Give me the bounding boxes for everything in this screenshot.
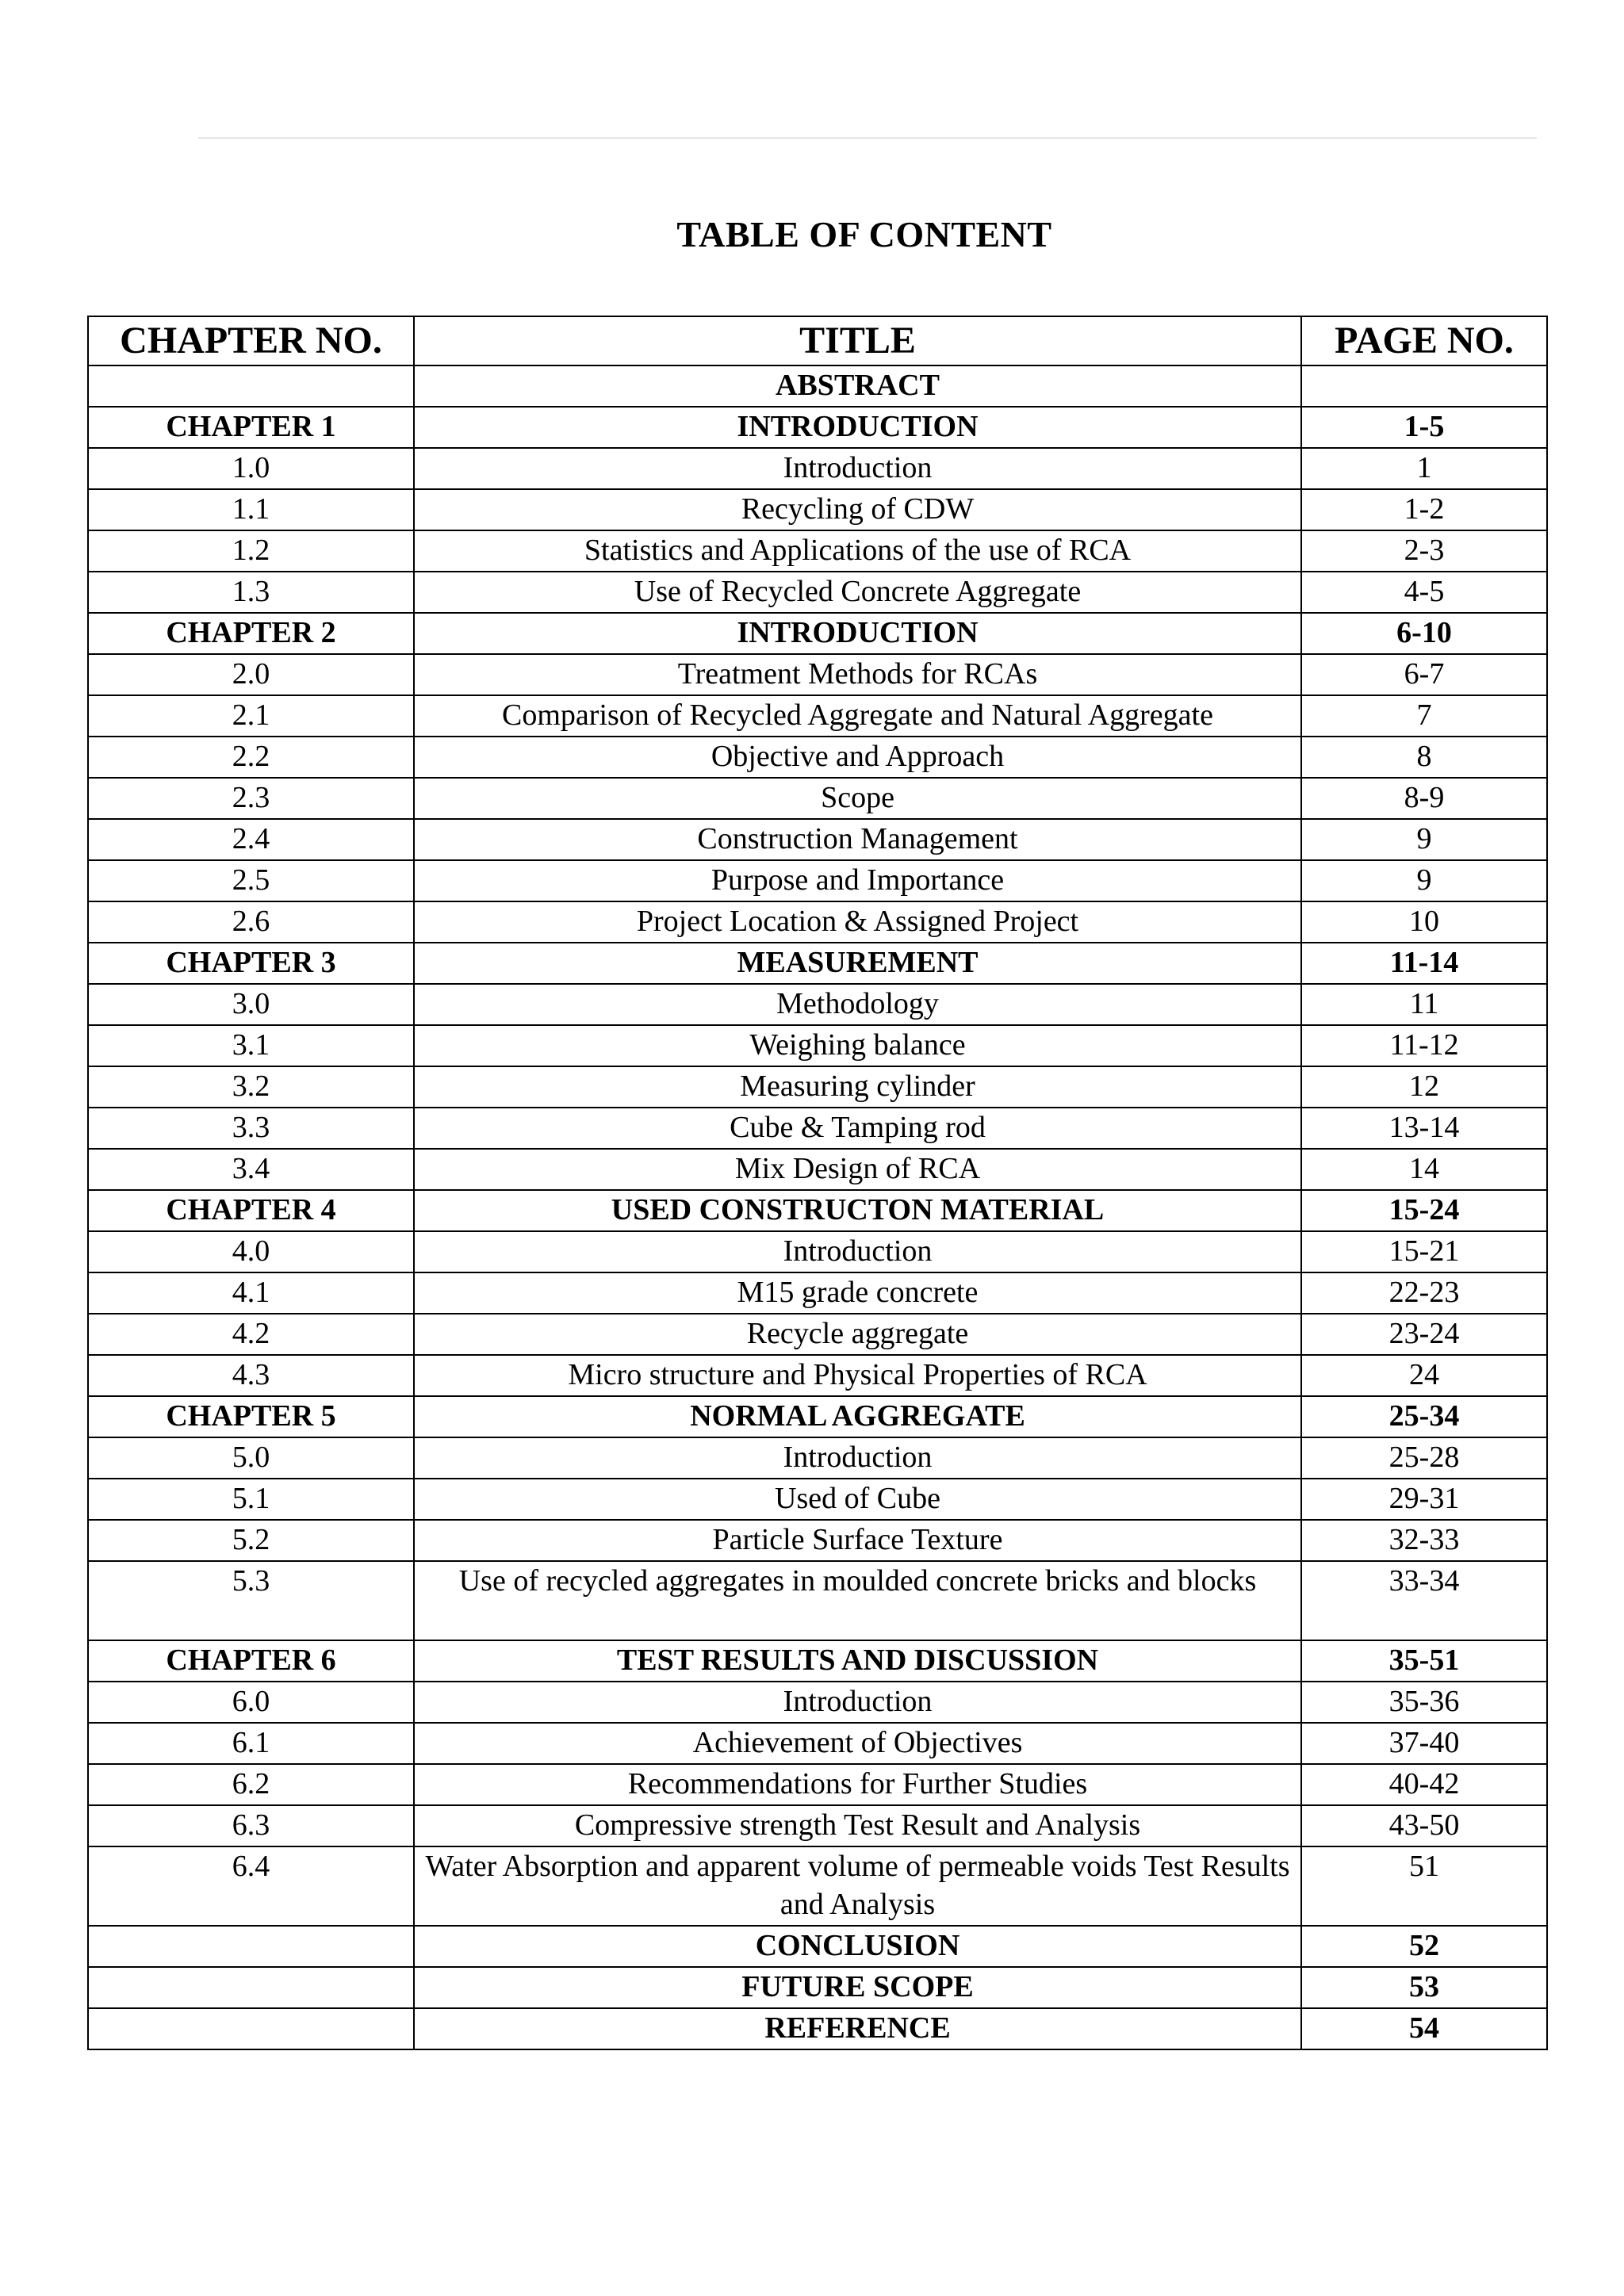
title-cell: Use of Recycled Concrete Aggregate [414, 572, 1301, 613]
table-row [88, 1231, 1547, 1272]
page-no-cell [1301, 365, 1547, 407]
header-page-no: PAGE NO. [1301, 316, 1547, 365]
table-row [88, 943, 1547, 984]
chapter-no-cell: CHAPTER 3 [88, 943, 414, 984]
title-cell: INTRODUCTION [414, 407, 1301, 448]
table-row [88, 1723, 1547, 1764]
table-row [88, 1967, 1547, 2008]
title-cell: Construction Management [414, 819, 1301, 860]
table-row [88, 572, 1547, 613]
table-row [88, 1520, 1547, 1561]
chapter-no-cell [88, 1967, 414, 2008]
chapter-no-cell: 1.2 [88, 530, 414, 572]
title-cell: Treatment Methods for RCAs [414, 654, 1301, 695]
table-row [88, 1066, 1547, 1108]
chapter-no-cell: 6.1 [88, 1723, 414, 1764]
table-row [88, 1314, 1547, 1355]
page-no-cell: 33-34 [1301, 1561, 1547, 1640]
title-cell: Cube & Tamping rod [414, 1108, 1301, 1149]
title-cell: Mix Design of RCA [414, 1149, 1301, 1190]
page-top-rule [198, 137, 1537, 139]
table-row [88, 1025, 1547, 1066]
chapter-no-cell: 2.3 [88, 778, 414, 819]
chapter-no-cell: CHAPTER 1 [88, 407, 414, 448]
chapter-no-cell [88, 1926, 414, 1967]
chapter-no-cell: 2.1 [88, 695, 414, 737]
page-no-cell: 53 [1301, 1967, 1547, 2008]
chapter-no-cell [88, 2008, 414, 2049]
title-cell: Project Location & Assigned Project [414, 901, 1301, 943]
page-no-cell: 1 [1301, 448, 1547, 489]
title-cell: Recycle aggregate [414, 1314, 1301, 1355]
chapter-no-cell: 2.5 [88, 860, 414, 901]
chapter-no-cell: 5.2 [88, 1520, 414, 1561]
chapter-no-cell: 2.2 [88, 737, 414, 778]
title-cell: Methodology [414, 984, 1301, 1025]
table-row [88, 1190, 1547, 1231]
chapter-no-cell: 5.1 [88, 1479, 414, 1520]
table-row [88, 489, 1547, 530]
chapter-no-cell: 2.0 [88, 654, 414, 695]
table-row [88, 1355, 1547, 1396]
table-row [88, 1272, 1547, 1314]
title-cell: TEST RESULTS AND DISCUSSION [414, 1640, 1301, 1682]
title-cell: Scope [414, 778, 1301, 819]
table-row [88, 1479, 1547, 1520]
title-cell: Weighing balance [414, 1025, 1301, 1066]
table-of-contents [87, 316, 1548, 2050]
title-cell: REFERENCE [414, 2008, 1301, 2049]
chapter-no-cell: CHAPTER 2 [88, 613, 414, 654]
chapter-no-cell: 2.6 [88, 901, 414, 943]
page-no-cell: 2-3 [1301, 530, 1547, 572]
page-no-cell: 11 [1301, 984, 1547, 1025]
page-no-cell: 29-31 [1301, 1479, 1547, 1520]
title-cell: Recommendations for Further Studies [414, 1764, 1301, 1805]
table-row [88, 654, 1547, 695]
table-row [88, 2008, 1547, 2049]
title-cell: M15 grade concrete [414, 1272, 1301, 1314]
page-no-cell: 13-14 [1301, 1108, 1547, 1149]
table-row [88, 1149, 1547, 1190]
chapter-no-cell: 2.4 [88, 819, 414, 860]
chapter-no-cell: 3.1 [88, 1025, 414, 1066]
title-cell: Compressive strength Test Result and Analysis [414, 1805, 1301, 1846]
page-no-cell: 7 [1301, 695, 1547, 737]
chapter-no-cell: 1.0 [88, 448, 414, 489]
page-no-cell: 22-23 [1301, 1272, 1547, 1314]
page-no-cell: 24 [1301, 1355, 1547, 1396]
chapter-no-cell: 6.2 [88, 1764, 414, 1805]
page-no-cell: 35-51 [1301, 1640, 1547, 1682]
page-no-cell: 54 [1301, 2008, 1547, 2049]
chapter-no-cell: 4.0 [88, 1231, 414, 1272]
title-cell: ABSTRACT [414, 365, 1301, 407]
page-no-cell: 1-5 [1301, 407, 1547, 448]
table-row [88, 1561, 1547, 1640]
chapter-no-cell: CHAPTER 6 [88, 1640, 414, 1682]
table-row [88, 1764, 1547, 1805]
title-cell: Micro structure and Physical Properties of RCA [414, 1355, 1301, 1396]
page-no-cell: 51 [1301, 1846, 1547, 1926]
chapter-no-cell [88, 365, 414, 407]
chapter-no-cell: 3.3 [88, 1108, 414, 1149]
table-row [88, 984, 1547, 1025]
table-row [88, 365, 1547, 407]
title-cell: CONCLUSION [414, 1926, 1301, 1967]
table-row [88, 1437, 1547, 1479]
page-no-cell: 23-24 [1301, 1314, 1547, 1355]
page-no-cell: 15-21 [1301, 1231, 1547, 1272]
chapter-no-cell: CHAPTER 4 [88, 1190, 414, 1231]
page-no-cell: 1-2 [1301, 489, 1547, 530]
chapter-no-cell: 4.3 [88, 1355, 414, 1396]
title-cell: Introduction [414, 448, 1301, 489]
table-row [88, 448, 1547, 489]
chapter-no-cell: 3.2 [88, 1066, 414, 1108]
header-row [88, 316, 1547, 365]
title-cell: Use of recycled aggregates in moulded concrete bricks and blocks [414, 1561, 1301, 1640]
title-cell: Used of Cube [414, 1479, 1301, 1520]
table-row [88, 407, 1547, 448]
title-cell: Water Absorption and apparent volume of permeable voids Test Results and Analysis [414, 1846, 1301, 1926]
table-row [88, 1396, 1547, 1437]
title-cell: USED CONSTRUCTON MATERIAL [414, 1190, 1301, 1231]
chapter-no-cell: 6.0 [88, 1682, 414, 1723]
page-no-cell: 35-36 [1301, 1682, 1547, 1723]
page-no-cell: 4-5 [1301, 572, 1547, 613]
page-no-cell: 11-14 [1301, 943, 1547, 984]
table-row [88, 778, 1547, 819]
table-row [88, 613, 1547, 654]
title-cell: Introduction [414, 1682, 1301, 1723]
chapter-no-cell: 4.1 [88, 1272, 414, 1314]
title-cell: Objective and Approach [414, 737, 1301, 778]
page-no-cell: 25-28 [1301, 1437, 1547, 1479]
title-cell: Introduction [414, 1231, 1301, 1272]
title-cell: Comparison of Recycled Aggregate and Natural Aggregate [414, 695, 1301, 737]
title-cell: Introduction [414, 1437, 1301, 1479]
page-no-cell: 43-50 [1301, 1805, 1547, 1846]
page-no-cell: 25-34 [1301, 1396, 1547, 1437]
chapter-no-cell: 4.2 [88, 1314, 414, 1355]
page-no-cell: 8-9 [1301, 778, 1547, 819]
chapter-no-cell: 3.0 [88, 984, 414, 1025]
table-row [88, 1805, 1547, 1846]
table-row [88, 1926, 1547, 1967]
header-title: TITLE [414, 316, 1301, 365]
table-row [88, 860, 1547, 901]
table-row [88, 737, 1547, 778]
page-title: TABLE OF CONTENT [676, 214, 1052, 254]
page-no-cell: 12 [1301, 1066, 1547, 1108]
title-cell: Statistics and Applications of the use of RCA [414, 530, 1301, 572]
chapter-no-cell: 5.0 [88, 1437, 414, 1479]
page-no-cell: 9 [1301, 860, 1547, 901]
header-chapter-no: CHAPTER NO. [88, 316, 414, 365]
chapter-no-cell: 1.3 [88, 572, 414, 613]
page-no-cell: 32-33 [1301, 1520, 1547, 1561]
page-no-cell: 8 [1301, 737, 1547, 778]
table-row [88, 530, 1547, 572]
table-row [88, 901, 1547, 943]
page-no-cell: 52 [1301, 1926, 1547, 1967]
chapter-no-cell: 3.4 [88, 1149, 414, 1190]
page-no-cell: 40-42 [1301, 1764, 1547, 1805]
chapter-no-cell: 6.4 [88, 1846, 414, 1926]
title-cell: Purpose and Importance [414, 860, 1301, 901]
page-no-cell: 6-10 [1301, 613, 1547, 654]
page-no-cell: 9 [1301, 819, 1547, 860]
chapter-no-cell: 1.1 [88, 489, 414, 530]
title-cell: NORMAL AGGREGATE [414, 1396, 1301, 1437]
page-no-cell: 6-7 [1301, 654, 1547, 695]
table-row [88, 695, 1547, 737]
title-cell: Achievement of Objectives [414, 1723, 1301, 1764]
page-no-cell: 14 [1301, 1149, 1547, 1190]
chapter-no-cell: 6.3 [88, 1805, 414, 1846]
title-cell: MEASUREMENT [414, 943, 1301, 984]
page-no-cell: 37-40 [1301, 1723, 1547, 1764]
table-row [88, 819, 1547, 860]
title-cell: FUTURE SCOPE [414, 1967, 1301, 2008]
page-no-cell: 10 [1301, 901, 1547, 943]
chapter-no-cell: CHAPTER 5 [88, 1396, 414, 1437]
page-no-cell: 15-24 [1301, 1190, 1547, 1231]
title-cell: Recycling of CDW [414, 489, 1301, 530]
table-row [88, 1846, 1547, 1926]
table-row [88, 1108, 1547, 1149]
title-cell: Particle Surface Texture [414, 1520, 1301, 1561]
page-no-cell: 11-12 [1301, 1025, 1547, 1066]
table-row [88, 1640, 1547, 1682]
chapter-no-cell: 5.3 [88, 1561, 414, 1640]
table-row [88, 1682, 1547, 1723]
title-cell: INTRODUCTION [414, 613, 1301, 654]
title-cell: Measuring cylinder [414, 1066, 1301, 1108]
